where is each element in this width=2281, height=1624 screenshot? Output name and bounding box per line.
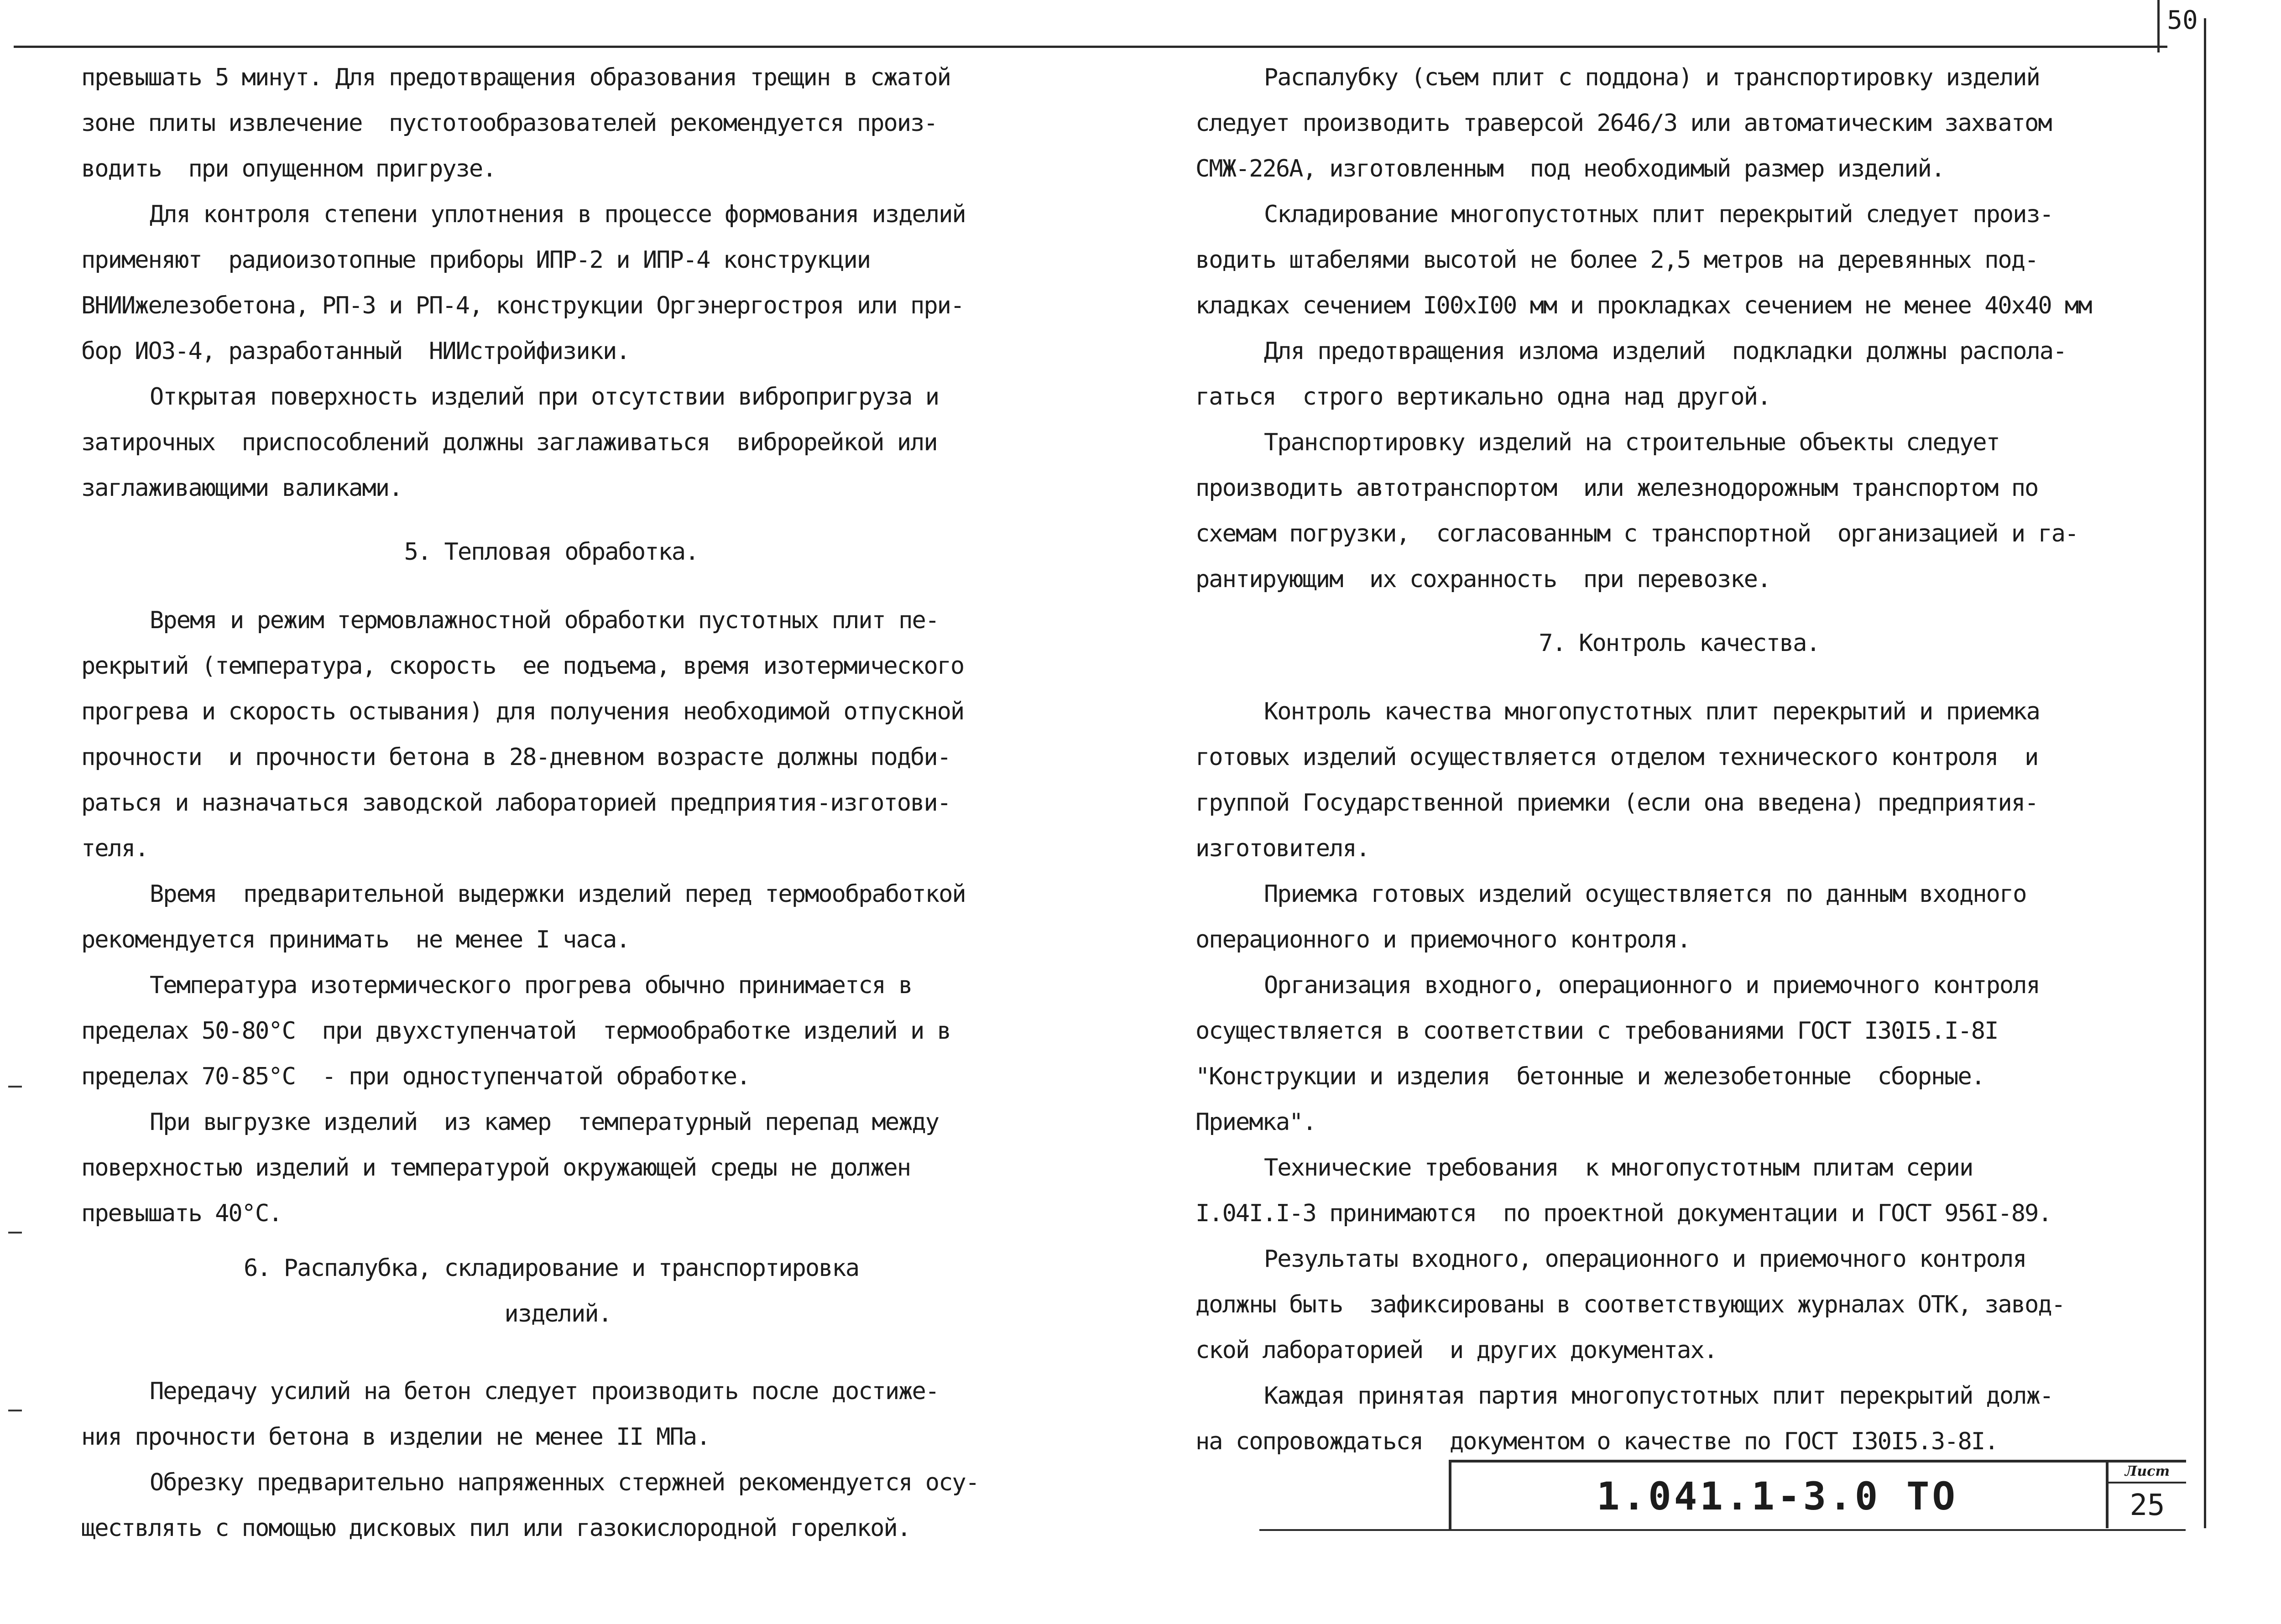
paragraph: Каждая принятая партия многопустотных плит перекрытий долж- на сопровождаться документом о качестве по ГОСТ I30I5.3-8I.: [1195, 1382, 2053, 1455]
paragraph: Открытая поверхность изделий при отсутствии вибропригруза и затирочных приспособлений должны заглаживаться виброрейкой или заглаживающими валиками.: [81, 383, 939, 502]
paragraph: Приемка готовых изделий осуществляется по данным входного операционного и приемочного контроля.: [1195, 880, 2026, 953]
sheet-label: Лист: [2109, 1462, 2186, 1483]
right-margin-rule: [2204, 18, 2206, 1528]
paragraph: Организация входного, операционного и приемочного контроля осуществляется в соответствии с требованиями ГОСТ I30I5.I-8I "Конструкции и изделия бетонные и железобетонные сборные. Приемка".: [1195, 972, 2040, 1136]
margin-tick: [8, 1232, 22, 1234]
paragraph: Передачу усилий на бетон следует производить после достиже- ния прочности бетона в изделии не менее II МПа.: [81, 1378, 939, 1451]
paragraph: Результаты входного, операционного и приемочного контроля должны быть зафиксированы в соответствующих журналах ОТК, завод- ской лабораторией и других документах.: [1195, 1245, 2065, 1364]
paragraph: Транспортировку изделий на строительные объекты следует производить автотранспортом или железнодорожным транспортом по схемам погрузки, согласованным с транспортной организацией и га- рантирующим их сохранность при перевозке.: [1195, 429, 2078, 593]
sheet-number-cell: [2106, 1460, 2186, 1528]
margin-tick: [8, 1410, 22, 1411]
paragraph: Температура изотермического прогрева обычно принимается в пределах 50-80°С при двухступенчатой термообработке изделий и в пределах 70-85°С - при одноступенчатой обработке.: [81, 972, 950, 1090]
sheet-number: 25: [2130, 1489, 2165, 1522]
paragraph: Складирование многопустотных плит перекрытий следует произ- водить штабелями высотой не более 2,5 метров на деревянных под- кладках сечением I00хI00 мм и прокладках сечением не менее 40х40 мм: [1195, 201, 2092, 319]
paragraph: Время предварительной выдержки изделий перед термообработкой рекомендуется принимать не менее I часа.: [81, 880, 966, 953]
section-heading: 6. Распалубка, складирование и транспортировка изделий.: [243, 1254, 859, 1327]
paragraph: Для предотвращения излома изделий подкладки должны распола- гаться строго вертикально одна над другой.: [1195, 338, 2067, 411]
section-heading: 5. Тепловая обработка.: [404, 538, 699, 566]
document-code: 1.041.1-3.0 ТО: [1596, 1474, 1958, 1519]
section-heading: 7. Контроль качества.: [1539, 630, 1820, 657]
paragraph: При выгрузке изделий из камер температурный перепад между поверхностью изделий и температурой окружающей среды не должен превышать 40°С.: [81, 1109, 939, 1227]
bottom-rule: [1259, 1529, 2186, 1531]
paragraph: Обрезку предварительно напряженных стержней рекомендуется осу- ществлять с помощью дисковых пил или газокислородной горелкой.: [81, 1469, 979, 1542]
margin-tick: [8, 1086, 22, 1088]
paragraph: Технические требования к многопустотным плитам серии I.04I.I-3 принимаются по проектной документации и ГОСТ 956I-89.: [1195, 1154, 2051, 1227]
paragraph: Контроль качества многопустотных плит перекрытий и приемка готовых изделий осуществляется отделом технического контроля и группой Государственной приемки (если она введена) предприятия- изготовителя.: [1195, 698, 2040, 862]
paragraph: Время и режим термовлажностной обработки пустотных плит пе- рекрытий (температура, скорость ее подъема, время изотермического прогрева и скорость остывания) для получения необходимой отпускной прочности и прочности бетона в 28-дневном возрасте должны подби- раться и назначаться заводской лабораторией предприятия-изготови- теля.: [81, 607, 964, 862]
left-text-column: [81, 55, 1021, 1551]
paragraph: Для контроля степени уплотнения в процессе формования изделий применяют радиоизотопные приборы ИПР-2 и ИПР-4 конструкции ВНИИжелезобетона, РП-3 и РП-4, конструкции Оргэнергостроя или при- бор ИОЗ-4, разработанный НИИстройфизики.: [81, 201, 966, 365]
top-rule: [14, 46, 2167, 48]
paragraph: Распалубку (съем плит с поддона) и транспортировку изделий следует производить траверсой 2646/3 или автоматическим захватом СМЖ-226А, изготовленным под необходимый размер изделий.: [1195, 64, 2051, 182]
right-text-column: [1195, 55, 2163, 1464]
corner-page-mark: 50: [2157, 0, 2205, 52]
paragraph: превышать 5 минут. Для предотвращения образования трещин в сжатой зоне плиты извлечение пустотообразователей рекомендуется произ- водить при опущенном пригрузе.: [81, 64, 950, 182]
